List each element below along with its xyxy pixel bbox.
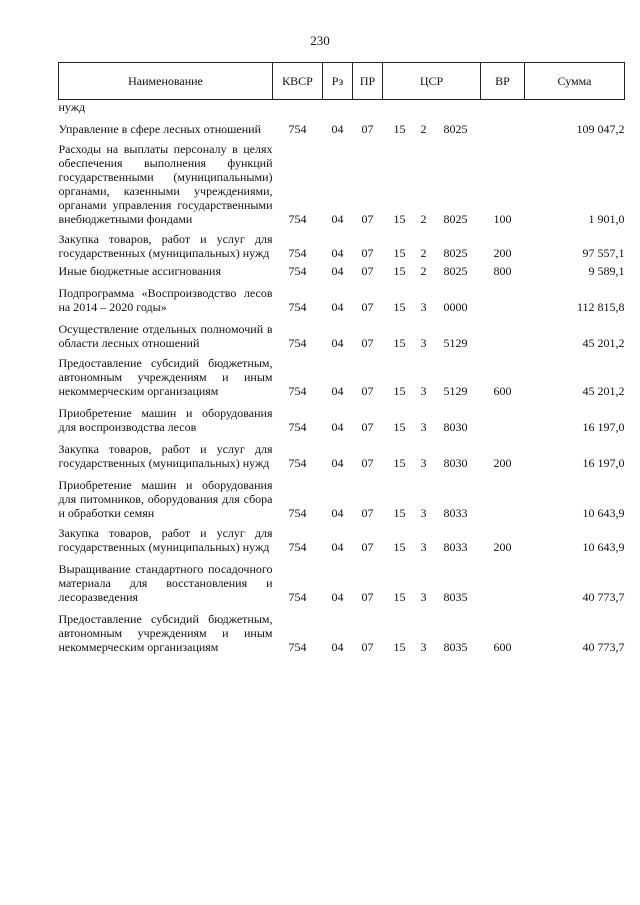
row-name: Приобретение машин и оборудования для воспроизводства лесов <box>58 406 273 434</box>
row-pr: 07 <box>361 456 374 470</box>
row-pr: 07 <box>361 640 374 654</box>
row-csr-part-b: 3 <box>420 384 427 398</box>
row-pr: 07 <box>361 590 374 604</box>
row-rz: 04 <box>331 336 344 350</box>
row-rz: 04 <box>331 246 344 260</box>
row-vr <box>481 554 525 604</box>
row-pr: 07 <box>361 420 374 434</box>
row-sum: 40 773,7 <box>582 590 625 604</box>
row-csr-part-b: 3 <box>420 640 427 654</box>
row-csr <box>383 114 481 136</box>
row-csr-part-b: 3 <box>420 540 427 554</box>
row-pr: 07 <box>361 122 374 136</box>
row-vr <box>481 114 525 136</box>
row-name: Закупка товаров, работ и услуг для государственных (муниципальных) нужд <box>58 526 273 554</box>
row-name: Осуществление отдельных полномочий в области лесных отношений <box>58 322 273 350</box>
row-csr <box>383 136 481 226</box>
row-sum: 40 773,7 <box>582 640 625 654</box>
row-name: Расходы на выплаты персоналу в целях обеспечения выполнения функций государственными (муниципальными) органами, казенными учреждениями, органами управления государственными внебюджетными фондами <box>58 142 273 226</box>
table-row <box>59 278 625 314</box>
row-csr <box>383 434 481 470</box>
row-name: Приобретение машин и оборудования для питомников, оборудования для сбора и обработки семян <box>58 478 273 520</box>
budget-table <box>58 62 625 654</box>
row-csr-part-a: 15 <box>393 456 406 470</box>
header-sum: Сумма <box>525 63 625 100</box>
row-kvsr: 754 <box>288 456 307 470</box>
row-kvsr: 754 <box>288 640 307 654</box>
row-csr-part-a: 15 <box>393 122 406 136</box>
row-vr: 200 <box>493 456 512 470</box>
row-csr-part-c: 8025 <box>443 122 468 136</box>
row-csr-part-b: 3 <box>420 300 427 314</box>
row-csr <box>383 470 481 520</box>
table-row <box>59 350 625 398</box>
row-csr-part-a: 15 <box>393 264 406 278</box>
row-pr: 07 <box>361 336 374 350</box>
row-rz: 04 <box>331 540 344 554</box>
header-csr: ЦСР <box>383 63 481 100</box>
row-rz: 04 <box>331 420 344 434</box>
row-vr: 200 <box>493 540 512 554</box>
row-csr-part-c: 8035 <box>443 590 468 604</box>
row-vr: 100 <box>493 212 512 226</box>
continuation-text: нужд <box>58 100 86 114</box>
row-csr-part-b: 3 <box>420 506 427 520</box>
continuation-row <box>59 100 625 115</box>
row-kvsr: 754 <box>288 540 307 554</box>
row-name: Закупка товаров, работ и услуг для государственных (муниципальных) нужд <box>58 232 273 260</box>
row-kvsr: 754 <box>288 506 307 520</box>
row-csr <box>383 226 481 260</box>
row-sum: 45 201,2 <box>582 384 625 398</box>
row-csr-part-b: 3 <box>420 336 427 350</box>
row-rz: 04 <box>331 122 344 136</box>
table-row <box>59 470 625 520</box>
row-csr-part-b: 2 <box>420 122 427 136</box>
table-row <box>59 434 625 470</box>
row-name: Предоставление субсидий бюджетным, автономным учреждениям и иным некоммерческим организациям <box>58 356 273 398</box>
row-rz: 04 <box>331 300 344 314</box>
row-sum: 16 197,0 <box>582 456 625 470</box>
row-pr: 07 <box>361 264 374 278</box>
row-pr: 07 <box>361 212 374 226</box>
row-pr: 07 <box>361 246 374 260</box>
row-vr <box>481 470 525 520</box>
header-rz: Рз <box>323 63 353 100</box>
row-sum: 109 047,2 <box>576 122 625 136</box>
row-name: Предоставление субсидий бюджетным, автономным учреждениям и иным некоммерческим организациям <box>58 612 273 654</box>
row-csr-part-b: 3 <box>420 590 427 604</box>
row-sum: 9 589,1 <box>588 264 625 278</box>
row-csr <box>383 398 481 434</box>
row-csr-part-a: 15 <box>393 212 406 226</box>
row-kvsr: 754 <box>288 336 307 350</box>
row-rz: 04 <box>331 212 344 226</box>
row-name: Подпрограмма «Воспроизводство лесов на 2014 – 2020 годы» <box>58 286 273 314</box>
row-pr: 07 <box>361 300 374 314</box>
row-csr-part-c: 8030 <box>443 420 468 434</box>
header-vr: ВР <box>481 63 525 100</box>
row-csr-part-a: 15 <box>393 384 406 398</box>
row-kvsr: 754 <box>288 264 307 278</box>
row-csr-part-c: 8033 <box>443 506 468 520</box>
row-sum: 16 197,0 <box>582 420 625 434</box>
row-csr-part-b: 2 <box>420 246 427 260</box>
row-csr-part-c: 8030 <box>443 456 468 470</box>
row-csr-part-a: 15 <box>393 506 406 520</box>
row-kvsr: 754 <box>288 590 307 604</box>
row-name: Закупка товаров, работ и услуг для государственных (муниципальных) нужд <box>58 442 273 470</box>
row-csr-part-a: 15 <box>393 590 406 604</box>
row-csr <box>383 350 481 398</box>
row-name: Иные бюджетные ассигнования <box>58 264 221 278</box>
table-row <box>59 554 625 604</box>
row-csr-part-c: 8025 <box>443 264 468 278</box>
row-sum: 97 557,1 <box>582 246 625 260</box>
row-kvsr: 754 <box>288 384 307 398</box>
row-csr-part-b: 3 <box>420 456 427 470</box>
row-name: Управление в сфере лесных отношений <box>58 122 262 136</box>
row-csr-part-c: 0000 <box>443 300 468 314</box>
header-name: Наименование <box>59 63 273 100</box>
row-kvsr: 754 <box>288 212 307 226</box>
row-vr: 800 <box>493 264 512 278</box>
row-csr-part-c: 8025 <box>443 246 468 260</box>
row-csr-part-a: 15 <box>393 640 406 654</box>
table-row <box>59 226 625 260</box>
table-header-row <box>59 63 625 100</box>
row-rz: 04 <box>331 640 344 654</box>
table-row <box>59 260 625 278</box>
row-kvsr: 754 <box>288 420 307 434</box>
row-csr-part-b: 2 <box>420 264 427 278</box>
row-csr-part-b: 2 <box>420 212 427 226</box>
row-csr-part-a: 15 <box>393 420 406 434</box>
row-sum: 1 901,0 <box>588 212 625 226</box>
row-csr-part-c: 8035 <box>443 640 468 654</box>
row-csr <box>383 278 481 314</box>
row-vr <box>481 278 525 314</box>
row-csr-part-b: 3 <box>420 420 427 434</box>
row-csr-part-c: 8025 <box>443 212 468 226</box>
table-row <box>59 136 625 226</box>
row-csr-part-c: 5129 <box>443 336 468 350</box>
table-row <box>59 398 625 434</box>
row-pr: 07 <box>361 384 374 398</box>
row-vr: 600 <box>493 640 512 654</box>
row-csr <box>383 260 481 278</box>
header-pr: ПР <box>353 63 383 100</box>
row-pr: 07 <box>361 506 374 520</box>
row-kvsr: 754 <box>288 300 307 314</box>
row-csr-part-a: 15 <box>393 300 406 314</box>
row-csr-part-c: 5129 <box>443 384 468 398</box>
table-row <box>59 314 625 350</box>
row-rz: 04 <box>331 506 344 520</box>
table-row <box>59 114 625 136</box>
row-vr <box>481 398 525 434</box>
header-kvsr: КВСР <box>273 63 323 100</box>
row-rz: 04 <box>331 264 344 278</box>
row-sum: 112 815,8 <box>576 300 625 314</box>
row-kvsr: 754 <box>288 122 307 136</box>
row-sum: 10 643,9 <box>582 540 625 554</box>
row-csr <box>383 520 481 554</box>
page-number: 230 <box>310 33 330 48</box>
row-csr-part-a: 15 <box>393 540 406 554</box>
row-sum: 10 643,9 <box>582 506 625 520</box>
row-vr: 200 <box>493 246 512 260</box>
row-vr <box>481 314 525 350</box>
row-csr-part-a: 15 <box>393 336 406 350</box>
row-csr-part-a: 15 <box>393 246 406 260</box>
row-pr: 07 <box>361 540 374 554</box>
row-rz: 04 <box>331 384 344 398</box>
row-rz: 04 <box>331 456 344 470</box>
table-row <box>59 604 625 654</box>
row-csr <box>383 554 481 604</box>
row-sum: 45 201,2 <box>582 336 625 350</box>
row-csr <box>383 314 481 350</box>
row-rz: 04 <box>331 590 344 604</box>
row-vr: 600 <box>493 384 512 398</box>
row-name: Выращивание стандартного посадочного материала для восстановления и лесоразведения <box>58 562 273 604</box>
table-row <box>59 520 625 554</box>
row-csr-part-c: 8033 <box>443 540 468 554</box>
table-body <box>59 100 625 655</box>
row-csr <box>383 604 481 654</box>
row-kvsr: 754 <box>288 246 307 260</box>
